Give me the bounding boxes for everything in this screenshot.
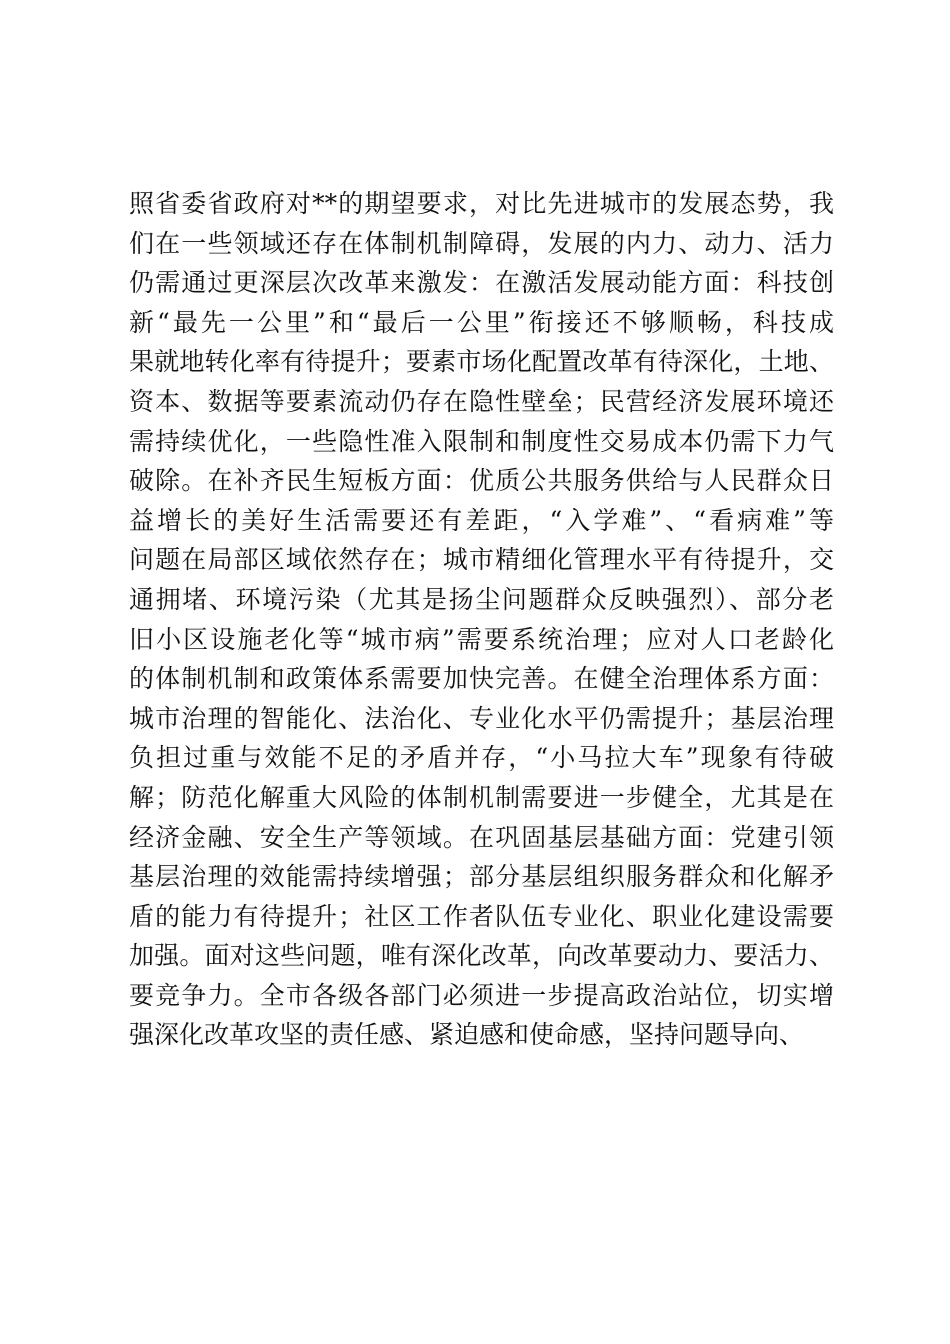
text-line: 解；防范化解重大风险的体制机制需要进一步健全，尤其是在 <box>129 782 834 812</box>
text-line: 基层治理的效能需持续增强；部分基层组织服务群众和化解矛 <box>129 862 834 892</box>
text-line: 照省委省政府对**的期望要求，对比先进城市的发展态势，我 <box>129 189 834 218</box>
text-line: 经济金融、安全生产等领域。在巩固基层基础方面：党建引领 <box>129 822 834 852</box>
text-line: 要竞争力。全市各级各部门必须进一步提高政治站位，切实增 <box>129 980 834 1010</box>
text-line: 盾的能力有待提升；社区工作者队伍专业化、职业化建设需要 <box>129 901 834 931</box>
text-line: 强深化改革攻坚的责任感、紧迫感和使命感，坚持问题导向、 <box>129 1020 805 1050</box>
text-line: 需持续优化，一些隐性准入限制和制度性交易成本仍需下力气 <box>129 426 834 456</box>
text-line: 们在一些领域还存在体制机制障碍，发展的内力、动力、活力 <box>129 228 834 258</box>
text-line: 通拥堵、环境污染（尤其是扬尘问题群众反映强烈）、部分老 <box>129 584 834 614</box>
text-line: 的体制机制和政策体系需要加快完善。在健全治理体系方面： <box>129 664 834 694</box>
body-paragraph <box>129 184 834 1055</box>
text-line: 旧小区设施老化等“城市病”需要系统治理；应对人口老龄化 <box>129 624 834 654</box>
text-line: 城市治理的智能化、法治化、专业化水平仍需提升；基层治理 <box>129 703 834 733</box>
text-line: 仍需通过更深层次改革来激发：在激活发展动能方面：科技创 <box>129 268 834 298</box>
text-line: 新“最先一公里”和“最后一公里”衔接还不够顺畅，科技成 <box>129 307 834 337</box>
text-line: 益增长的美好生活需要还有差距，“入学难”、“看病难”等 <box>129 505 834 535</box>
text-line: 果就地转化率有待提升；要素市场化配置改革有待深化，土地、 <box>129 347 834 377</box>
text-line: 资本、数据等要素流动仍存在隐性壁垒；民营经济发展环境还 <box>129 386 834 416</box>
text-line: 加强。面对这些问题，唯有深化改革，向改革要动力、要活力、 <box>129 941 834 971</box>
text-line: 破除。在补齐民生短板方面：优质公共服务供给与人民群众日 <box>129 466 834 496</box>
text-line: 问题在局部区域依然存在；城市精细化管理水平有待提升，交 <box>129 545 834 575</box>
text-line: 负担过重与效能不足的矛盾并存，“小马拉大车”现象有待破 <box>129 743 834 773</box>
